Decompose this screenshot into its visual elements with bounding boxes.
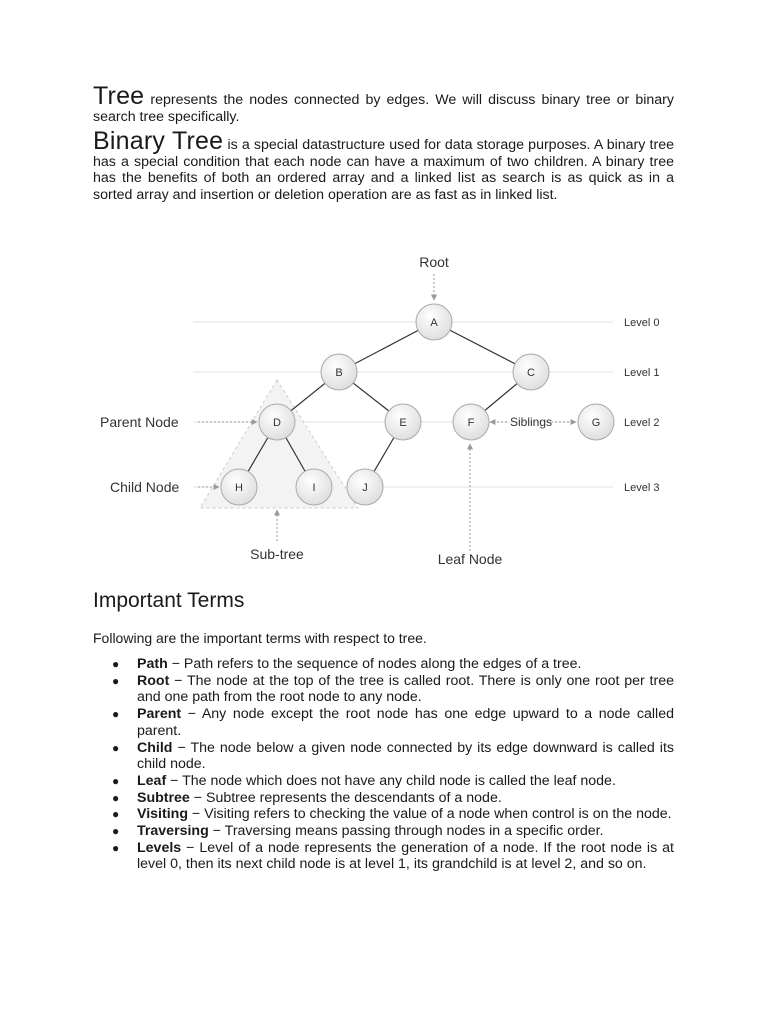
bullet-icon: ●: [112, 673, 120, 688]
tree-heading-word: Tree: [93, 82, 145, 110]
svg-text:C: C: [527, 367, 535, 379]
list-item: ● Parent − Any node except the root node has one edge upward to a node called parent.: [112, 706, 674, 739]
svg-text:E: E: [399, 417, 407, 429]
tree-paragraph: [93, 82, 674, 125]
svg-text:A: A: [430, 317, 438, 329]
tree-description: represents the nodes connected by edges. We will discuss binary tree or binary search tree specifically.: [93, 92, 674, 125]
list-item: ● Subtree − Subtree represents the descendants of a node.: [112, 789, 502, 806]
binary-tree-description: is a special datastructure used for data storage purposes. A binary tree has a special condition that each node can have a maximum of two children. A binary tree has the benefits of both an ordered array and a linked list as search is as quick as in a sorted array and insertion or deletion operation are as fast as in linked list.: [93, 137, 674, 203]
subtree-label: Sub-tree: [250, 546, 304, 562]
bullet-icon: ●: [112, 840, 120, 855]
binary-tree-heading-word: Binary Tree: [93, 127, 224, 155]
intro-section: [93, 82, 674, 203]
root-label: Root: [419, 254, 449, 270]
bullet-icon: ●: [112, 807, 120, 822]
terms-list: [93, 656, 674, 873]
bullet-icon: ●: [112, 740, 120, 755]
bullet-icon: ●: [112, 790, 120, 805]
child-node-label: Child Node: [110, 479, 180, 495]
svg-text:I: I: [312, 482, 316, 494]
svg-text:J: J: [362, 482, 368, 494]
node-e: [385, 404, 421, 440]
parent-node-label: Parent Node: [100, 414, 179, 430]
level-3-label: Level 3: [624, 482, 660, 494]
node-a: [416, 304, 452, 340]
list-item: ● Levels − Level of a node represents the generation of a node. If the root node is at level 0, then its next child node is at level 1, its grandchild is at level 2, and so on.: [112, 839, 674, 873]
bullet-icon: ●: [112, 773, 120, 788]
level-2-label: Level 2: [624, 417, 660, 429]
leaf-node-label: Leaf Node: [437, 551, 503, 567]
svg-text:F: F: [467, 417, 475, 429]
level-1-label: Level 1: [624, 367, 660, 379]
list-item: ● Visiting − Visiting refers to checking the value of a node when control is on the node.: [112, 806, 672, 823]
node-d: [259, 404, 295, 440]
node-i: [296, 469, 332, 505]
binary-tree-diagram: [93, 248, 683, 578]
bullet-icon: ●: [112, 657, 120, 671]
bullet-icon: ●: [112, 707, 120, 722]
list-item: ● Path − Path refers to the sequence of nodes along the edges of a tree.: [112, 656, 582, 672]
svg-text:D: D: [273, 417, 281, 429]
node-g: [578, 404, 614, 440]
list-item: ● Root − The node at the top of the tree is called root. There is only one root per tree and one path from the root node to any node.: [112, 672, 674, 706]
terms-intro: Following are the important terms with respect to tree.: [93, 630, 427, 646]
node-j: [347, 469, 383, 505]
svg-text:G: G: [591, 417, 601, 429]
level-0-label: Level 0: [624, 317, 660, 329]
list-item: ● Child − The node below a given node connected by its edge downward is called its child node.: [112, 739, 674, 773]
svg-text:H: H: [235, 482, 243, 494]
svg-text:B: B: [335, 367, 343, 379]
siblings-label: Siblings: [509, 415, 553, 429]
node-c: [513, 354, 549, 390]
annotation-arrows: [198, 274, 576, 551]
list-item: ● Leaf − The node which does not have any child node is called the leaf node.: [112, 772, 616, 789]
list-item: ● Traversing − Traversing means passing through nodes in a specific order.: [112, 823, 604, 840]
node-f: [453, 404, 489, 440]
node-h: [221, 469, 257, 505]
bullet-icon: ●: [112, 824, 120, 839]
node-b: [321, 354, 357, 390]
binary-tree-paragraph: [93, 127, 674, 203]
important-terms-heading: Important Terms: [93, 589, 245, 612]
